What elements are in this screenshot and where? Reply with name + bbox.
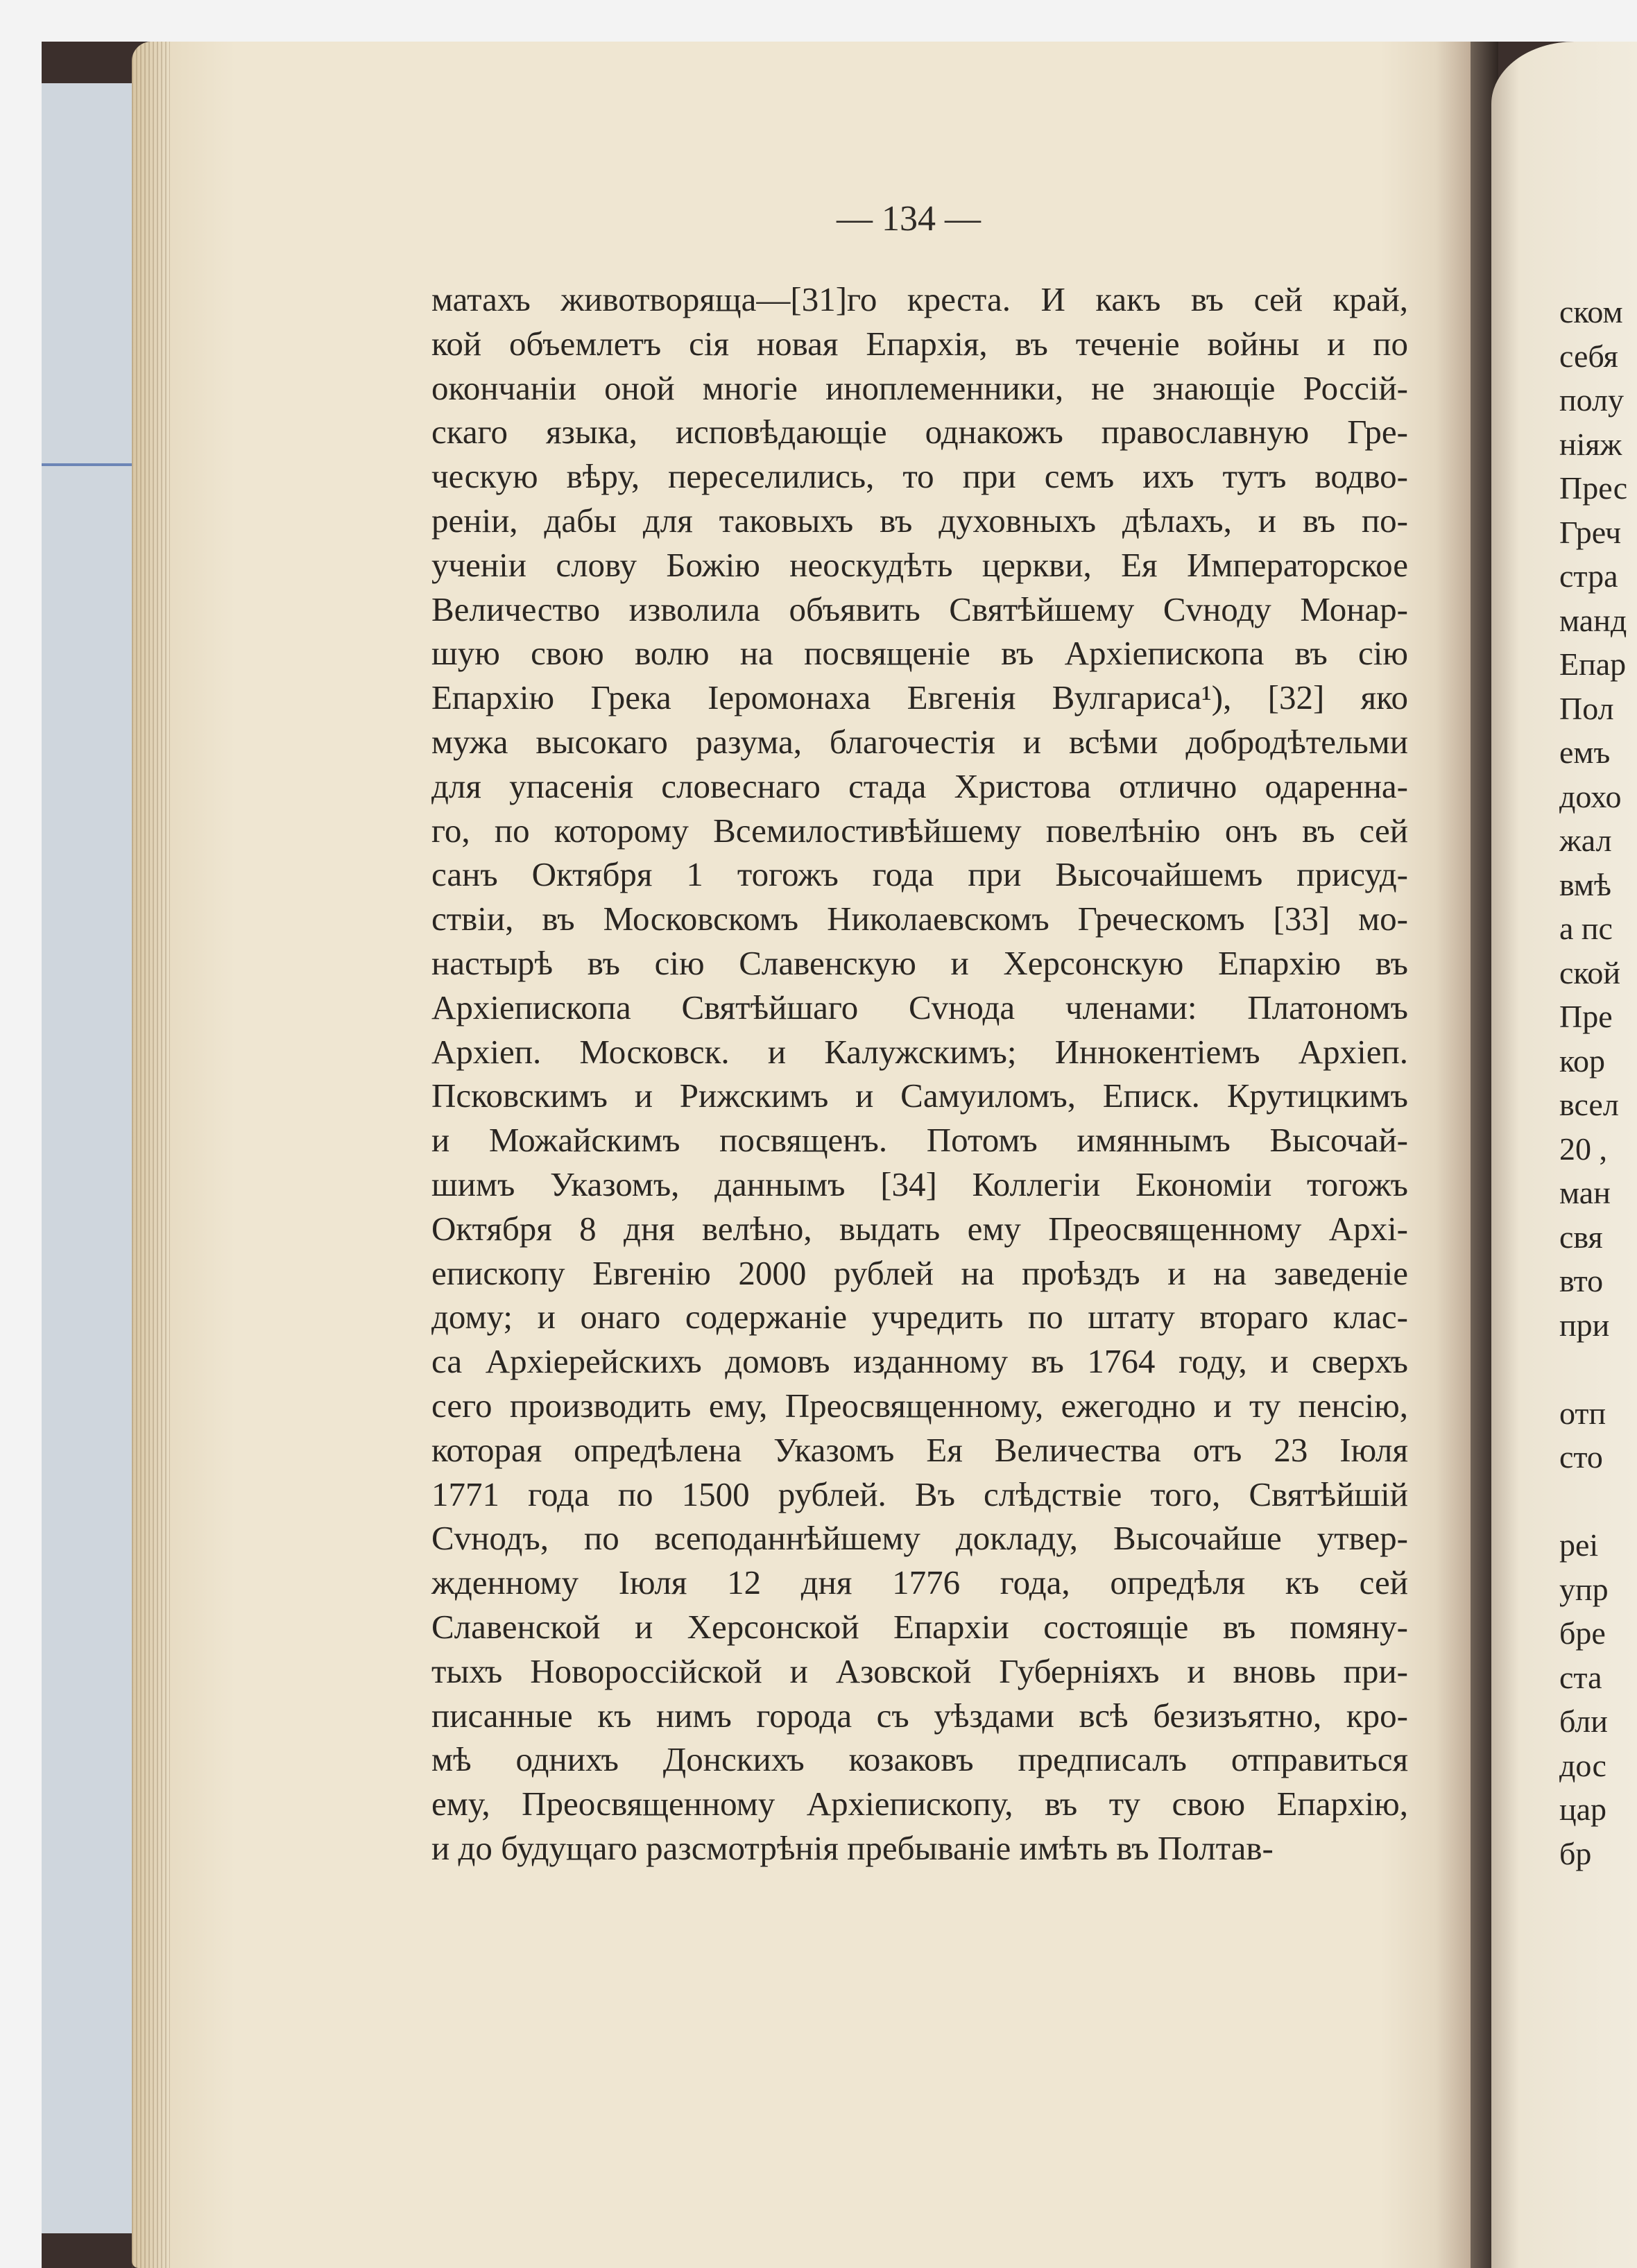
- text-line: Славенской и Херсонской Епархіи состоящіе въ помяну-: [431, 1607, 1408, 1646]
- fragment-line: всел: [1559, 1087, 1619, 1122]
- text-line: Псковскимъ и Рижскимъ и Самуиломъ, Еписк. Крутицкимъ: [431, 1076, 1408, 1115]
- text-line: реніи, дабы для таковыхъ въ духовныхъ дѣлахъ, и въ по-: [431, 501, 1408, 540]
- text-line: мѣ однихъ Донскихъ козаковъ предписалъ отправиться: [431, 1740, 1408, 1779]
- blank-line: [1559, 1479, 1637, 1524]
- fragment-line: стра: [1559, 558, 1618, 594]
- fragment-line: вто: [1559, 1263, 1604, 1298]
- fragment-line: свя: [1559, 1219, 1603, 1255]
- fragment-line: емъ: [1559, 734, 1611, 770]
- fragment-line: ман: [1559, 1175, 1611, 1210]
- right-page-text-fragments: [1559, 290, 1637, 1875]
- text-line: Сvнодъ, по всеподаннѣйшему докладу, Высочайше утвер-: [431, 1519, 1408, 1558]
- left-book-edge: [42, 83, 146, 2233]
- text-line: ему, Преосвященному Архіепископу, въ ту свою Епархію,: [431, 1785, 1408, 1823]
- fragment-line: жал: [1559, 823, 1612, 858]
- text-line: мужа высокаго разума, благочестія и всѣми добродѣтельми: [431, 722, 1408, 761]
- text-line: писанные къ нимъ города съ уѣздами всѣ безизъятно, кро-: [431, 1696, 1408, 1735]
- fragment-line: вмѣ: [1559, 866, 1612, 902]
- fragment-line: 20 ,: [1559, 1131, 1607, 1167]
- text-line: и Можайскимъ посвященъ. Потомъ имяннымъ Высочай-: [431, 1121, 1408, 1160]
- text-line: ствіи, въ Московскомъ Николаевскомъ Греческомъ [33] мо-: [431, 900, 1408, 938]
- text-line: Величество изволила объявить Святѣйшему Сvноду Монар-: [431, 590, 1408, 628]
- page-stack-edge: [132, 42, 170, 2268]
- fragment-line: Пре: [1559, 999, 1613, 1034]
- text-line: и до будущаго разсмотрѣнія пребываніе имѣть въ Полтав-: [431, 1828, 1274, 1867]
- fragment-line: ском: [1559, 294, 1623, 329]
- fragment-line: ской: [1559, 954, 1621, 990]
- fragment-line: реі: [1559, 1527, 1599, 1563]
- fragment-line: при: [1559, 1307, 1610, 1343]
- text-line: матахъ животворяща—[31]го креста. И какъ въ сей край,: [431, 280, 1408, 318]
- text-line: ученіи слову Божію неоскудѣть церкви, Ея Императорское: [431, 545, 1408, 584]
- fragment-line: кор: [1559, 1042, 1606, 1079]
- fragment-line: отп: [1559, 1395, 1606, 1431]
- fragment-line: манд: [1559, 602, 1627, 638]
- fragment-line: упр: [1559, 1571, 1609, 1607]
- fragment-line: ніяж: [1559, 426, 1622, 462]
- text-line: тыхъ Новороссійской и Азовской Губерніяхъ и вновь при-: [431, 1651, 1408, 1690]
- text-line: кой объемлетъ сія новая Епархія, въ теченіе войны и по: [431, 324, 1408, 363]
- text-line: са Архіерейскихъ домовъ изданному въ 1764 году, и сверхъ: [431, 1342, 1408, 1381]
- fragment-line: дохо: [1559, 778, 1622, 814]
- text-line: Октября 8 дня велѣно, выдать ему Преосвященному Архі-: [431, 1209, 1408, 1248]
- main-text-block: [431, 277, 1408, 1871]
- fragment-line: Греч: [1559, 514, 1622, 550]
- fragment-line: цар: [1559, 1792, 1607, 1827]
- text-line: санъ Октября 1 тогожъ года при Высочайшемъ присуд-: [431, 855, 1408, 894]
- fragment-line: сто: [1559, 1439, 1603, 1475]
- text-line: настырѣ въ сію Славенскую и Херсонскую Епархію въ: [431, 943, 1408, 982]
- fragment-line: бре: [1559, 1615, 1606, 1651]
- text-line: жденному Іюля 12 дня 1776 года, опредѣля къ сей: [431, 1563, 1408, 1602]
- fragment-line: Пол: [1559, 690, 1614, 726]
- text-line: ческую вѣру, переселились, то при семъ ихъ тутъ водво-: [431, 457, 1408, 496]
- text-line: скаго языка, исповѣдающіе однакожъ православную Гре-: [431, 413, 1408, 452]
- text-line: шую свою волю на посвященіе въ Архіепископа въ сію: [431, 634, 1408, 673]
- text-line: дому; и онаго содержаніе учредить по штату втораго клас-: [431, 1298, 1408, 1337]
- text-line: епископу Евгенію 2000 рублей на проѣздъ и на заведеніе: [431, 1253, 1408, 1292]
- fragment-line: ста: [1559, 1659, 1602, 1695]
- fragment-line: дос: [1559, 1747, 1606, 1783]
- text-line: Архіеп. Московск. и Калужскимъ; Иннокентіемъ Архіеп.: [431, 1032, 1408, 1071]
- text-line: сего производить ему, Преосвященному, ежегодно и ту пенсію,: [431, 1386, 1408, 1425]
- page-number: — 134 —: [837, 199, 981, 239]
- fragment-line: Прес: [1559, 470, 1628, 506]
- text-line: которая опредѣлена Указомъ Ея Величества отъ 23 Іюля: [431, 1430, 1408, 1469]
- text-line: для упасенія словеснаго стада Христова отлично одаренна-: [431, 766, 1408, 805]
- text-line: 1771 года по 1500 рублей. Въ слѣдствіе того, Святѣйшій: [431, 1475, 1408, 1513]
- text-line: окончаніи оной многіе иноплеменники, не знающіе Россій-: [431, 368, 1408, 407]
- fragment-line: а пс: [1559, 911, 1613, 946]
- fragment-line: полу: [1559, 382, 1624, 418]
- text-line: Архіепископа Святѣйшаго Сvнода членами: Платономъ: [431, 988, 1408, 1026]
- fragment-line: бр: [1559, 1835, 1592, 1871]
- fragment-line: Епар: [1559, 646, 1627, 682]
- blank-line: [1559, 1347, 1637, 1391]
- text-line: го, по которому Всемилостивѣйшему повелѣнію онъ въ сей: [431, 811, 1408, 850]
- text-line: шимъ Указомъ, даннымъ [34] Коллегіи Економіи тогожъ: [431, 1165, 1408, 1203]
- text-line: Епархію Грека Іеромонаха Евгенія Вулгариса¹), [32] яко: [431, 678, 1408, 717]
- pencil-mark: [42, 463, 139, 466]
- fragment-line: себя: [1559, 338, 1618, 374]
- fragment-line: бли: [1559, 1703, 1608, 1739]
